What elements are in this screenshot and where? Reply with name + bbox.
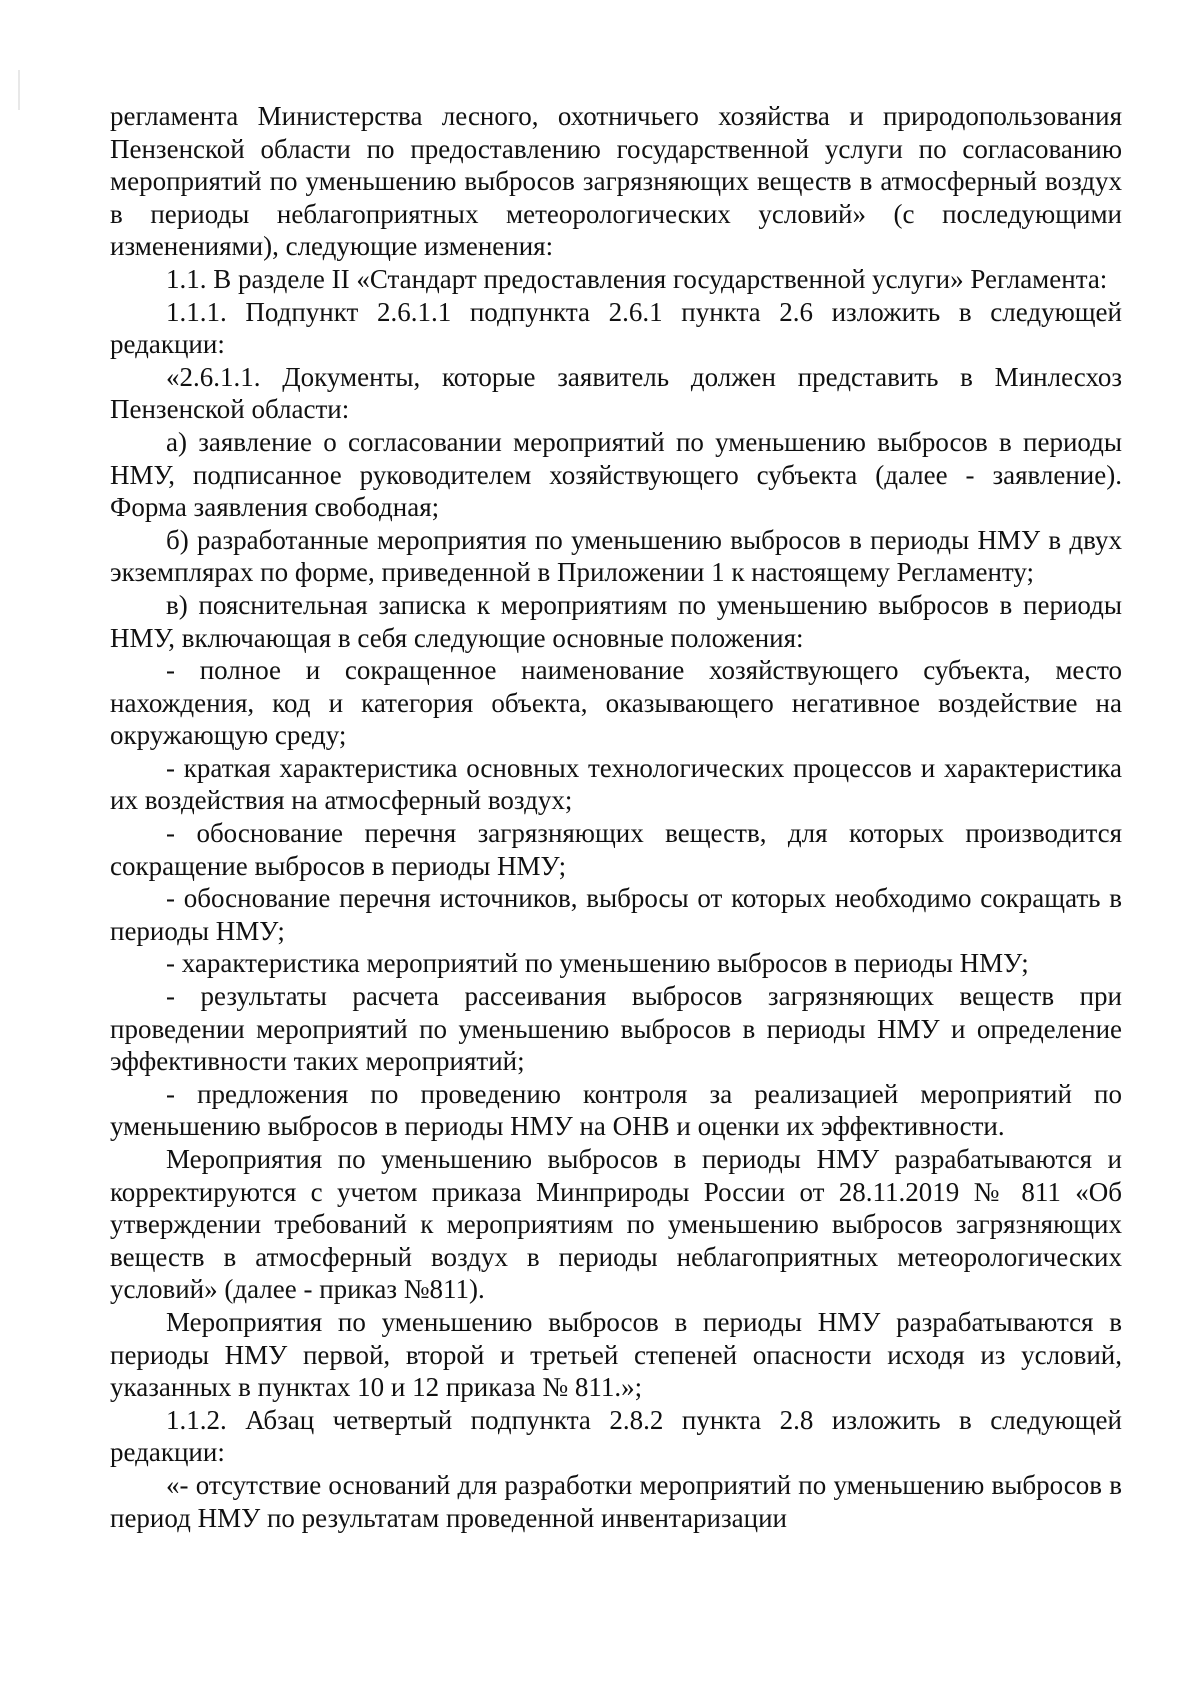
- list-item: - предложения по проведению контроля за реализацией мероприятий по уменьшению выбросов в периоды НМУ на ОНВ и оценки их эффективности.: [110, 1078, 1122, 1142]
- paragraph: Мероприятия по уменьшению выбросов в периоды НМУ разрабатываются и корректируются с учетом приказа Минприроды России от 28.11.2019 № 811 «Об утверждении требований к мероприятиям по уменьшению выбросов загрязняющих веществ в атмосферный воздух в периоды неблагоприятных метеорологических условий» (далее - приказ №811).: [110, 1144, 1122, 1305]
- list-item: - характеристика мероприятий по уменьшению выбросов в периоды НМУ;: [166, 948, 1029, 979]
- paragraph: Мероприятия по уменьшению выбросов в периоды НМУ разрабатываются в периоды НМУ первой, второй и третьей степеней опасности исходя из условий, указанных в пунктах 10 и 12 приказа № 811.»;: [110, 1306, 1122, 1403]
- list-item: - обоснование перечня источников, выбросы от которых необходимо сокращать в периоды НМУ;: [110, 883, 1122, 946]
- paragraph: а) заявление о согласовании мероприятий по уменьшению выбросов в периоды НМУ, подписанное руководителем хозяйствующего субъекта (далее - заявление). Форма заявления свободная;: [110, 426, 1122, 523]
- paragraph: 1.1. В разделе II «Стандарт предоставления государственной услуги» Регламента:: [166, 263, 1108, 294]
- paragraph: в) пояснительная записка к мероприятиям по уменьшению выбросов в периоды НМУ, включающая в себя следующие основные положения:: [110, 589, 1122, 653]
- list-item: - краткая характеристика основных технологических процессов и характеристика их воздействия на атмосферный воздух;: [110, 752, 1122, 816]
- paragraph: «2.6.1.1. Документы, которые заявитель должен представить в Минлесхоз Пензенской области:: [110, 361, 1122, 425]
- paragraph: б) разработанные мероприятия по уменьшению выбросов в периоды НМУ в двух экземплярах по форме, приведенной в Приложении 1 к настоящему Регламенту;: [110, 524, 1122, 588]
- paragraph: 1.1.2. Абзац четвертый подпункта 2.8.2 пункта 2.8 изложить в следующей редакции:: [110, 1404, 1122, 1468]
- scan-edge-mark: [18, 70, 20, 110]
- paragraph: 1.1.1. Подпункт 2.6.1.1 подпункта 2.6.1 пункта 2.6 изложить в следующей редакции:: [110, 296, 1122, 360]
- list-item: - обоснование перечня загрязняющих веществ, для которых производится сокращение выбросов в периоды НМУ;: [110, 818, 1122, 881]
- paragraph: регламента Министерства лесного, охотничьего хозяйства и природопользования Пензенской области по предоставлению государственной услуги по согласованию мероприятий по уменьшению выбросов загрязняющих веществ в атмосферный воздух в периоды неблагоприятных метеорологических условий» (с последующими изменениями), следующие изменения:: [110, 101, 1122, 262]
- list-item: - результаты расчета рассеивания выбросов загрязняющих веществ при проведении мероприятий по уменьшению выбросов в периоды НМУ и определение эффективности таких мероприятий;: [110, 981, 1122, 1077]
- list-item: - полное и сокращенное наименование хозяйствующего субъекта, место нахождения, код и категория объекта, оказывающего негативное воздействие на окружающую среду;: [110, 655, 1122, 751]
- paragraph: «- отсутствие оснований для разработки мероприятий по уменьшению выбросов в период НМУ по результатам проведенной инвентаризации: [110, 1469, 1122, 1533]
- document-page: [110, 100, 1122, 1534]
